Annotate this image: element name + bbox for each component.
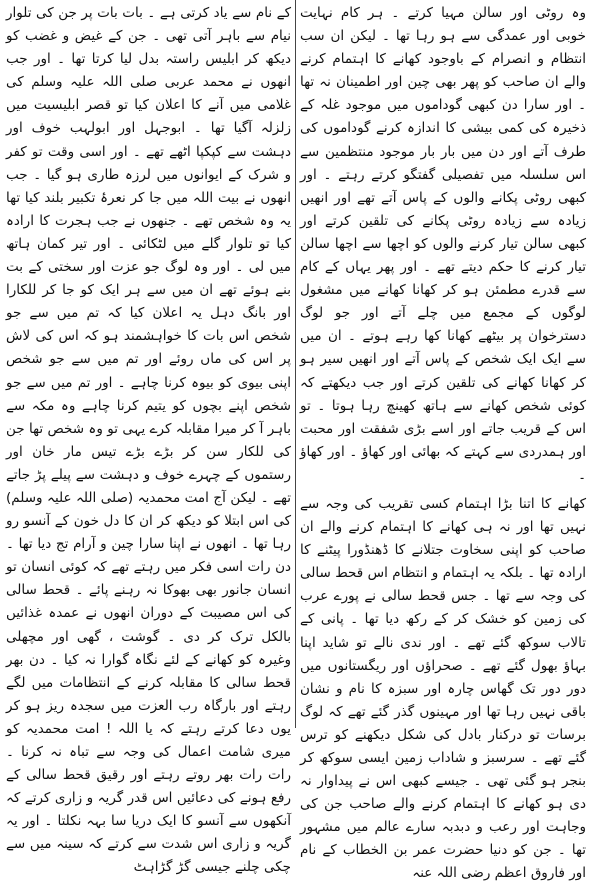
text-column-left <box>6 0 291 876</box>
text-column-right <box>300 0 586 882</box>
paragraph: کھانے کا اتنا بڑا اہتمام کسی تقریب کی وجہ سے نہیں تھا اور نہ ہی کھانے کا اہتمام کرنے والے ان صاحب کو اپنی سخاوت جتلانے کا ڈھنڈورا پیٹنے کا ارادہ تھا ۔ بلکہ یہ اہتمام و انتظام اس قحط سالی کی وجہ سے تھا ۔ جس قحط سالی نے پورے عرب کی زمین کو خشک کر کے رکھ دیا تھا ۔ پانی کے تالاب سوکھ گئے تھے ۔ اور ندی نالے تو شاید اپنا بہاؤ بھول گئے تھے ۔ صحراؤں اور ریگستانوں میں دور دور تک گھاس چارہ اور سبزہ کا نام و نشان باقی نہیں رہا تھا اور مہینوں گذر گئے تھے کہ لوگ برسات تو درکنار بادل کی شکل دیکھنے کو ترس گئے تھے ۔ سرسبز و شاداب زمین ایسی سوکھ کر بنجر ہو گئی تھی ۔ جیسے کبھی اس نے پیداوار نہ دی ہو کھانے کا اہتمام کرنے والے صاحب جن کی وجاہت اور رعب و دبدبہ سارے عالم میں مشہور تھا ۔ جن کو دنیا حضرت عمر بن الخطاب کے نام اور فاروق اعظم رضی اللہ عنہ <box>300 495 586 882</box>
column-divider <box>295 0 296 728</box>
paragraph: کے نام سے یاد کرتی ہے ۔ بات بات پر جن کی تلوار نیام سے باہر آتی تھی ۔ جن کے غیض و غضب کو دیکھ کر ابلیس راستہ بدل لیا کرتا تھا ۔ اور جب انھوں نے محمد عربی صلی اللہ علیہ وسلم کی غلامی میں آنے کا اعلان کیا تو قصر ابلیسیت میں زلزلہ آگیا تھا ۔ ابوجہل اور ابولہب خوف اور دہشت سے کپکپا اٹھے تھے ۔ اور اسی وقت تو کفر و شرک کے ایوانوں میں لرزہ طاری ہو گیا ۔ جب انھوں نے بیت اللہ میں جا کر نعرۂ تکبیر بلند کیا تھا یہ وہ شخص تھے ۔ جنھوں نے جب ہجرت کا ارادہ کیا تو تلوار گلے میں لٹکائی ۔ اور تیر کمان ہاتھ میں لی ۔ اور وہ لوگ جو عزت اور سختی کے بت بنے ہوئے تھے ان میں سے ہر ایک کو جا کر للکارا اور بانگ دہل یہ اعلان کیا کہ تم میں سے جو شخص اس بات کا خواہشمند ہو کہ اس کی لاش پر اس کی ماں روئے اور تم میں سے جو شخص اپنی بیوی کو بیوہ کرنا چاہے ۔ اور تم میں سے جو شخص اپنے بچوں کو یتیم کرنا چاہے وہ مکہ سے باہر آ کر میرا مقابلہ کرے یہی تو وہ شخص تھا جن کی للکار سن کر بڑے بڑے تیس مار خان اور رستموں کے چہرے خوف و دہشت سے پیلے پڑ جاتے تھے ۔ لیکن آج امت محمدیہ (صلی اللہ علیہ وسلم) کی اس ابتلا کو دیکھ کر ان کا دل خون کے آنسو رو رہا تھا ۔ انھوں نے اپنا سارا چین و آرام تج دیا تھا ۔ دن رات اسی فکر میں رہتے تھے کہ کوئی انسان تو انسان جانور بھی بھوکا نہ رہنے پائے ۔ قحط سالی کی اس مصیبت کے دوران انھوں نے عمدہ غذائیں بالکل ترک کر دی ۔ گوشت ، گھی اور مچھلی وغیرہ کو کھانے کے لئے نگاہ گوارا نہ کیا ۔ دن بھر قحط سالی کا مقابلہ کرنے کے انتظامات میں لگے رہتے اور بارگاہ رب العزت میں سجدہ ریز ہو کر یوں دعا کرتے رہتے کہ یا اللہ ! امت محمدیہ کو میری شامت اعمال کی وجہ سے تباہ نہ کرنا ۔ رات رات بھر روتے رہتے اور رقیق قحط سالی کے رفع ہونے کی دعائیں اس قدر گریہ و زاری کرتے کہ آنکھوں سے آنسو کا ایک دریا سا بہہ نکلتا ۔ اور یہ گریہ و زاری اس شدت سے کرتے کہ سینہ میں سے چکی چلنے جیسی گڑ گڑاہٹ <box>6 5 291 876</box>
paragraph: وہ روٹی اور سالن مہیا کرتے ۔ ہر کام نہایت خوبی اور عمدگی سے ہو رہا تھا ۔ لیکن ان سب انتظام و انصرام کے باوجود کھانے کا اہتمام کرنے والے ان صاحب کو پھر بھی چین اور اطمینان نہ تھا ۔ اور سارا دن کبھی گوداموں میں موجود غلہ کے ذخیرہ کی کمی بیشی کا اندازہ کرنے گوداموں کی طرف آتے اور دن میں بار بار موجود منتظمین سے اس سلسلہ میں تفصیلی گفتگو کرتے رہتے ۔ اور کبھی روٹی پکانے والوں کے پاس آتے تھے اور انھیں زیادہ سے زیادہ روٹی پکانے کی تلقین کرتے اور کبھی سالن تیار کرنے والوں کو اچھا سے اچھا سالن تیار کرنے کا حکم دیتے تھے ۔ اور پھر یہاں کے کام سے قدرے مطمئن ہو کر کھانا کھانے میں مشغول لوگوں کے مجمع میں چلے آتے اور جو لوگ دسترخوان پر بیٹھے کھانا کھا رہے ہوتے ۔ ان میں سے ایک ایک شخص کے پاس آتے اور انھیں سیر ہو کر کھانا کھانے کی تلقین کرتے اور جب دیکھتے کہ کوئی شخص کھانے سے ہاتھ کھینچ رہا ہوتا ۔ تو اس کے قریب جاتے اور اسے بڑی شفقت اور محبت اور ہمدردی سے کہتے کہ بھائی اور کھاؤ ۔ اور کھاؤ ۔ <box>300 5 586 483</box>
